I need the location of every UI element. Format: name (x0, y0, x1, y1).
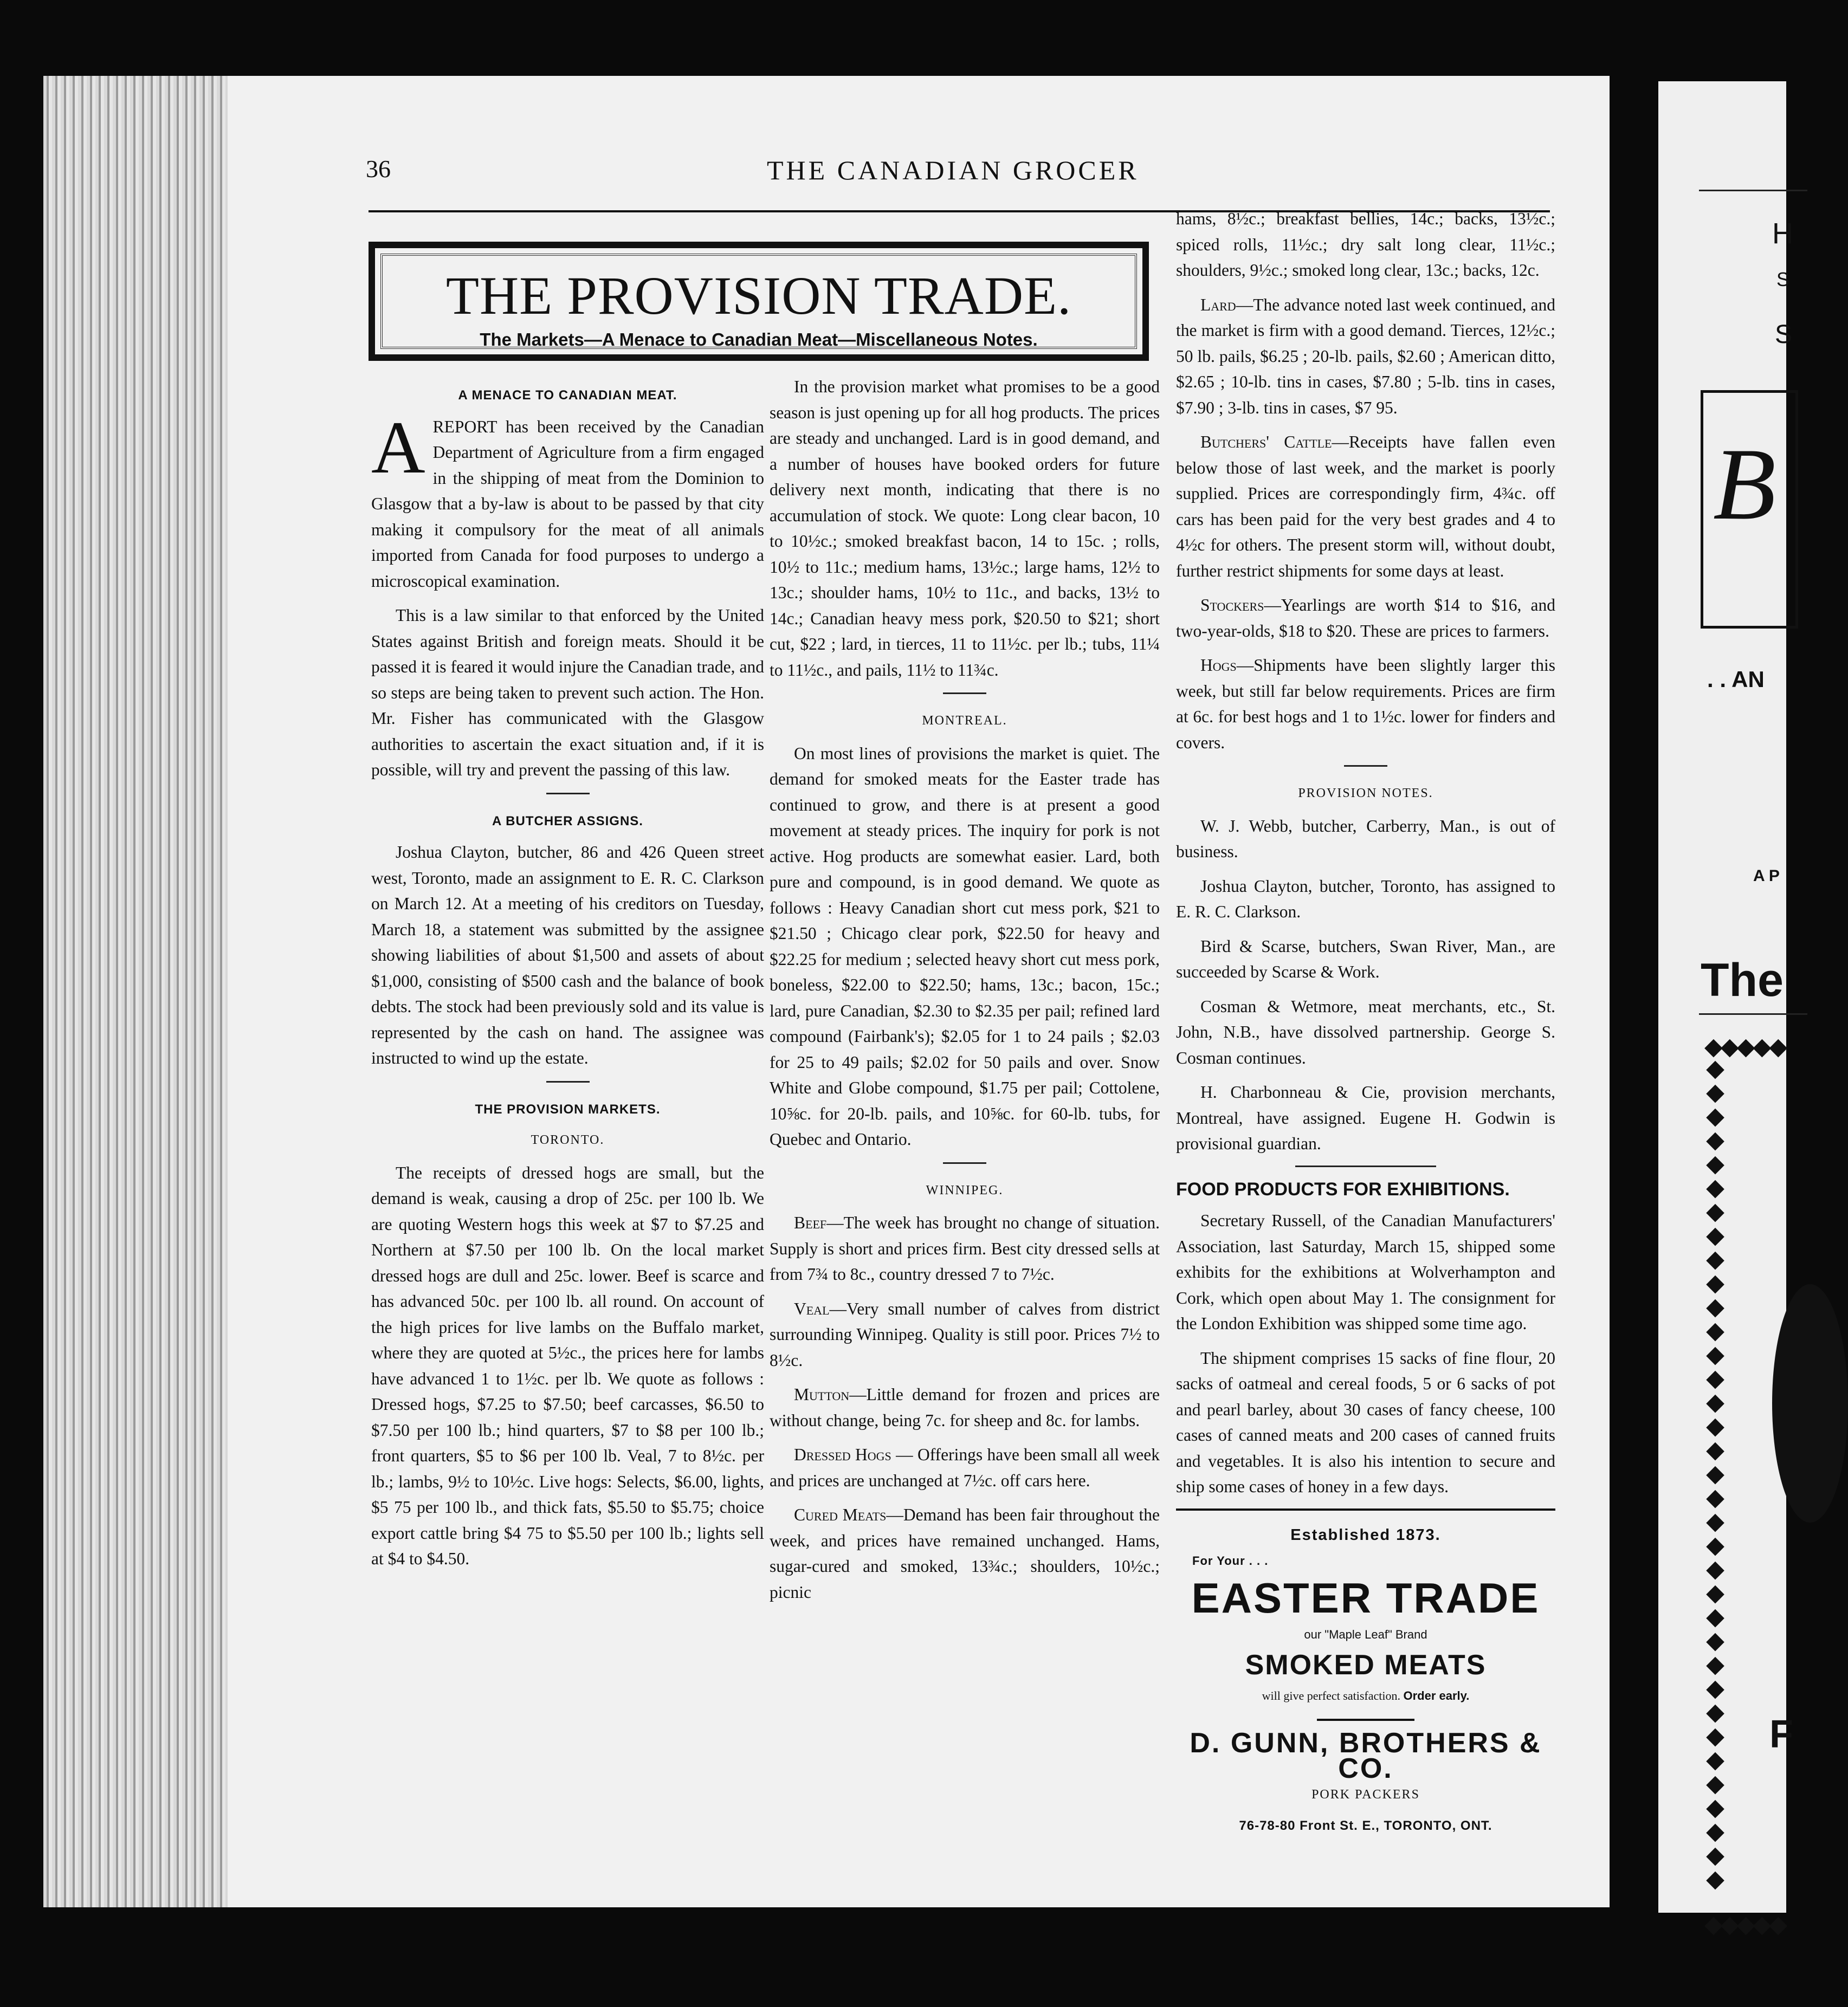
subheading: PROVISION NOTES. (1298, 786, 1433, 800)
drop-cap: A (371, 405, 425, 489)
paragraph (770, 1210, 1160, 1287)
ad-easter-trade: EASTER TRADE (1191, 1574, 1540, 1622)
paragraph: In the provision market what promises to be a good season is just opening up for all hog products. The prices are steady and unchanged. Lard is in good demand, and a number of houses have booked orders for future delivery next month, indicating that there is no accumulation of stock. We quote: Long clear bacon, 10 to 10½c.; smoked breakfast bacon, 14 to 15c. ; rolls, 10½ to 11c.; medium hams, 13½c.; large hams, 12½ to 13c.; shoulder hams, 10½ to 11c., and backs, 13½ to 14c.; Canadian heavy mess pork, $20.50 to $21; short cut, $22 ; lard, in tierces, 11 to 11½c. per lb.; tubs, 11¼ to 11½c., and pails, 11½ to 11¾c. (770, 377, 1160, 679)
right-text: . . AN (1707, 666, 1765, 692)
run-in-label: Stockers (1200, 595, 1264, 614)
run-in-label: Mutton (794, 1385, 850, 1404)
run-in-label: Hogs (1200, 656, 1237, 675)
paragraph-text: —Receipts have fallen even below those of last week, and the market is poorly supplied. Prices are correspondingly firm, 4¾c. off cars has been paid for the very best grades and 4 to 4½c for others. The present storm will, without doubt, further restrict shipments for some days at least. (1176, 432, 1555, 580)
ad-address: 76-78-80 Front St. E., TORONTO, ONT. (1239, 1818, 1492, 1833)
divider (1295, 1166, 1436, 1167)
right-text: The (1701, 954, 1784, 1006)
paragraph: The receipts of dressed hogs are small, but the demand is weak, causing a drop of 25c. per 100 lb. We are quoting Western hogs this week at $7 to $7.25 and Northern at $7.50 per 100 lb. On the local market dressed hogs are dull and 25c. lower. Beef is scarce and has advanced 50c. per 100 lb. all round. On account of the high prices for live lambs on the Buffalo market, where they are quoted at 5½c., the prices here for lambs have advanced 1 to 1½c. per lb. We quote as follows : Dressed hogs, $7.25 to $7.50; beef carcasses, $6.50 to $7.50 per 100 lb.; hind quarters, $7 to $8 per 100 lb.; front quarters, $5 to $6 per 100 lb. Veal, 7 to 8½c. per lb.; lambs, 9½ to 10½c. Live hogs: Selects, $6.00, lights, $5 75 per 100 lb., and thick fats, $5.50 to $5.75; choice export cattle bring $4 75 to $5.50 per 100 lb.; lights sell at $4 to $4.50. (371, 1163, 764, 1568)
gunn-advertisement (1176, 1523, 1555, 1839)
paragraph (1176, 429, 1555, 584)
paragraph-text: REPORT has been received by the Canadian Department of Agriculture from a firm engaged in the shipping of meat from the Dominion to Glasgow that a by-law is about to be passed by that city making it compulsory for the meat of all animals imported from Canada for food purposes to undergo a microscopical examination. (371, 417, 764, 591)
diamond-border-left: ◆ ◆ ◆ ◆ ◆ ◆ ◆ ◆ ◆ ◆ ◆ ◆ ◆ ◆ ◆ ◆ ◆ ◆ ◆ ◆ ◆ ◆ ◆ ◆ ◆ ◆ ◆ ◆ ◆ ◆ ◆ ◆ ◆ ◆ ◆ (1706, 1055, 1724, 1892)
ad-for-your: For Your . . . (1192, 1554, 1269, 1568)
note: W. J. Webb, butcher, Carberry, Man., is out of business. (1176, 816, 1555, 861)
right-text: F (1769, 1713, 1793, 1756)
paragraph (1176, 592, 1555, 644)
note: Joshua Clayton, butcher, Toronto, has assigned to E. R. C. Clarkson. (1176, 876, 1555, 921)
article-subtitle: The Markets—A Menace to Canadian Meat—Miscellaneous Notes. (480, 329, 1038, 349)
paragraph: On most lines of provisions the market is quiet. The demand for smoked meats for the Easter trade has continued to grow, and there is at present a good movement at steady prices. The inquiry for pork is not active. Hog products are somewhat easier. Lard, both pure and compound, is in good demand. We quote as follows : Heavy Canadian short cut mess pork, $21 to $21.50 ; Chicago clear pork, $22.50 for heavy and $22.25 for medium ; selected heavy short cut mess pork, boneless, $22.00 to $22.50; hams, 13c.; bacon, 15c.; lard, pure Canadian, $2.30 to $2.35 per pail; refined lard compound (Fairbank's); $2.05 for 1 to 24 pails ; $2.03 for 25 to 49 pails; $2.02 for 50 pails and over. Snow White and Globe compound, $1.75 per pail; Cottolene, 10⅝c. for 20-lb. pails, and 10⅝c. for 60-lb. tubs, for Quebec and Ontario. (770, 743, 1160, 1149)
ad-order-early: Order early. (1403, 1689, 1470, 1702)
run-in-label: Butchers' Cattle (1200, 432, 1332, 451)
divider (546, 1081, 590, 1083)
ad-company: D. GUNN, BROTHERS & CO. (1190, 1727, 1542, 1784)
section-heading: A MENACE TO CANADIAN MEAT. (458, 388, 677, 403)
run-in-label: Cured Meats (794, 1505, 887, 1524)
paragraph: hams, 8½c.; breakfast bellies, 14c.; backs, 13½c.; spiced rolls, 11½c.; dry salt long clear, 11½c.; shoulders, 9½c.; smoked long clear, 13c.; backs, 12c. (1176, 209, 1555, 280)
right-rule (1699, 190, 1807, 191)
paragraph: This is a law similar to that enforced by the United States against British and foreign meats. Should it be passed it is feared it would injure the Canadian trade, and so steps are being taken to prevent such action. The Hon. Mr. Fisher has communicated with the Glasgow authorities to ascertain the exact situation and, if it is possible, will try and prevent the passing of this law. (371, 606, 764, 779)
right-text: A P (1753, 867, 1780, 885)
paragraph-text: — Offerings have been small all week and prices are unchanged at 7½c. off cars here. (770, 1445, 1160, 1490)
ad-tagline-text: will give perfect satisfaction. (1262, 1689, 1400, 1702)
ad-divider (1317, 1719, 1414, 1721)
run-in-label: Veal (794, 1299, 830, 1318)
divider (943, 1162, 986, 1164)
paragraph-text: —The advance noted last week continued, and the market is firm with a good demand. Tierces, 12½c.; 50 lb. pails, $6.25 ; 20-lb. pails, $2.60 ; American ditto, $2.65 ; 10-lb. tins in cases, $7.80 ; 5-lb. tins in cases, $7.90 ; 3-lb. tins in cases, $7 95. (1176, 295, 1555, 417)
paragraph (770, 1382, 1160, 1433)
paragraph (770, 1296, 1160, 1374)
paragraph: Secretary Russell, of the Canadian Manufacturers' Association, last Saturday, March 15, shipped some exhibits for the exhibitions at Wolverhampton and Cork, which open about May 1. The consignment for the London Exhibition was shipped some time ago. (1176, 1211, 1555, 1333)
paragraph (371, 405, 764, 594)
book-page-edges (43, 76, 238, 1907)
ad-smoked-meats: SMOKED MEATS (1245, 1649, 1487, 1681)
page-number: 36 (366, 155, 391, 183)
paragraph-text: —Very small number of calves from district surrounding Winnipeg. Quality is still poor. Prices 7½ to 8½c. (770, 1299, 1160, 1370)
paragraph-text: —Yearlings are worth $14 to $16, and two-year-olds, $18 to $20. These are prices to farmers. (1176, 595, 1555, 640)
ad-packers: PORK PACKERS (1311, 1787, 1420, 1802)
paragraph (770, 1502, 1160, 1605)
paragraph-text: —Demand has been fair throughout the week, and prices have remained unchanged. Hams, sugar-cured and smoked, 13¾c.; shoulders, 10½c.; picnic (770, 1505, 1160, 1602)
ad-established: Established 1873. (1290, 1526, 1441, 1544)
paragraph-text: —The week has brought no change of situation. Supply is short and prices firm. Best city dressed sells at from 7¾ to 8c., country dressed 7 to 7½c. (770, 1213, 1160, 1284)
column-1 (371, 379, 764, 1581)
paragraph: Joshua Clayton, butcher, 86 and 426 Queen street west, Toronto, made an assignment to E. R. C. Clarkson on March 12. At a meeting of his creditors on Tuesday, March 18, a statement was submitted by the assignee showing liabilities of about $1,500 and assets of about $1,000, consisting of $500 cash and the balance of book debts. The stock had been previously sold and its value is represented by the cash on hand. The assignee was instructed to wind up the estate. (371, 843, 764, 1067)
paragraph: The shipment comprises 15 sacks of fine flour, 20 sacks of oatmeal and cereal foods, 5 or 6 sacks of pot and pearl barley, about 30 cases of fancy cheese, 100 cases of canned meats and 200 cases of canned fruits and vegetables. It is also his intention to secure and ship some cases of honey in a few days. (1176, 1348, 1555, 1496)
right-logo-letter: B (1713, 428, 1776, 541)
subheading: TORONTO. (531, 1133, 605, 1147)
diamond-border-top: ◆◆◆◆◆ (1704, 1033, 1786, 1060)
divider (943, 692, 986, 694)
diamond-border-bottom: ◆◆◆◆◆ (1704, 1911, 1786, 1938)
note: Bird & Scarse, butchers, Swan River, Man., are succeeded by Scarse & Work. (1176, 936, 1555, 981)
masthead: THE CANADIAN GROCER (767, 155, 1139, 185)
section-heading: THE PROVISION MARKETS. (475, 1102, 661, 1117)
paragraph-text: —Little demand for frozen and prices are without change, being 7c. for sheep and 8c. for lambs. (770, 1385, 1160, 1430)
subheading: MONTREAL. (922, 714, 1007, 728)
paragraph-text: —Shipments have been slightly larger this week, but still far below requirements. Prices are firm at 6c. for best hogs and 1 to 1½c. lower for finders and covers. (1176, 656, 1555, 752)
divider (1344, 765, 1387, 767)
paragraph (1176, 652, 1555, 755)
page-header (366, 154, 1547, 187)
right-rule (1699, 1013, 1807, 1015)
section-heading: A BUTCHER ASSIGNS. (492, 813, 643, 828)
right-text: H (1772, 217, 1793, 250)
article-title: THE PROVISION TRADE. (445, 266, 1072, 326)
paragraph (770, 1442, 1160, 1493)
right-text: S (1776, 268, 1790, 290)
ad-brand: our "Maple Leaf" Brand (1304, 1627, 1427, 1641)
title-box (369, 242, 1149, 361)
ad-top-rule (1176, 1509, 1555, 1511)
run-in-label: Beef (794, 1213, 827, 1232)
right-logo-box (1701, 390, 1798, 629)
divider (546, 793, 590, 794)
ad-tagline (1176, 1683, 1555, 1709)
note: Cosman & Wetmore, meat merchants, etc., St. John, N.B., have dissolved partnership. George S. Cosman continues. (1176, 996, 1555, 1067)
run-in-label: Dressed Hogs (794, 1445, 891, 1464)
run-in-label: Lard (1200, 295, 1236, 314)
column-3 (1176, 206, 1555, 1839)
section-heading: FOOD PRODUCTS FOR EXHIBITIONS. (1176, 1179, 1510, 1200)
right-dark-shape (1772, 1284, 1848, 1523)
right-text: S (1775, 320, 1793, 349)
subheading: WINNIPEG. (926, 1183, 1004, 1197)
page-right-fragment (1658, 81, 1793, 1938)
note: H. Charbonneau & Cie, provision merchants, Montreal, have assigned. Eugene H. Godwin is provisional guardian. (1176, 1083, 1555, 1153)
paragraph (1176, 292, 1555, 421)
column-2 (770, 374, 1160, 1614)
